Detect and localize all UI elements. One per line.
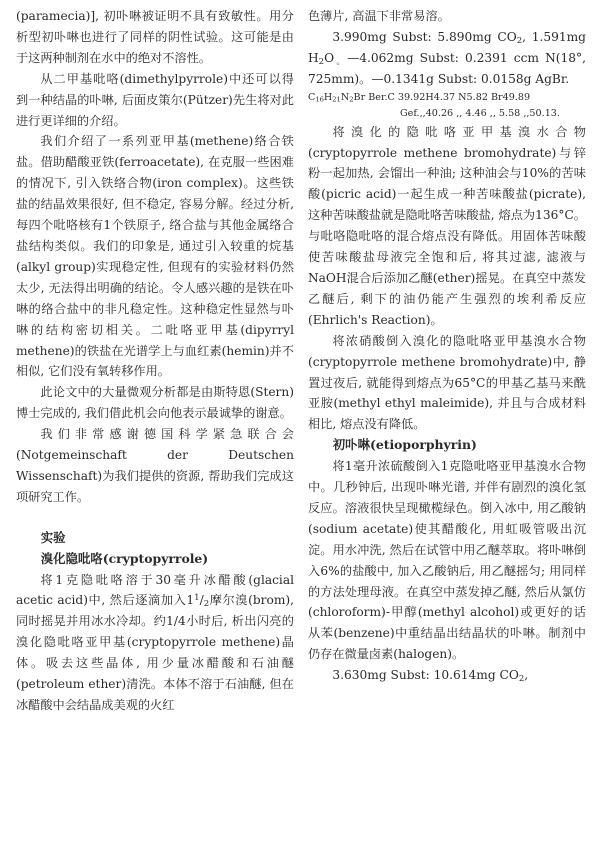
subscript: 16 bbox=[315, 95, 324, 104]
text-span: 3.630mg Subst: 10.614mg CO bbox=[332, 668, 519, 683]
text-span: , 1.591mg H bbox=[308, 29, 586, 65]
text-span: —4.062mg Subst: 0.2391 ccm N(18°, 725mm)。—0.1341g Subst: 0.0158g AgBr. bbox=[308, 50, 586, 86]
right-column bbox=[308, 6, 586, 686]
superscript: 1 bbox=[194, 593, 200, 604]
text-span: 摩尔溴(brom), 同时摇晃并用冰水冷却。约1/4小时后, 析出闪亮的溴化隐吡咯亚甲基(cryptopyrrole methene)晶体。吸去这些晶体, 用少量冰醋酸和石油醚(petroleum ether)清洗。本体不溶于石油醚, 但在冰醋酸中会结晶成美观的火红 bbox=[16, 593, 295, 712]
section-heading-experiment: 实验 bbox=[40, 529, 66, 545]
paragraph: 将1毫升浓硫酸倒入1克隐吡咯亚甲基溴水合物中。几秒钟后, 出现卟啉光谱, 并伴有剧烈的溴化氢反应。溶液很快呈现橄榄绿色。倒入冰中, 用乙酸钠(sodium acetate)使其醋酸化, 用虹吸管吸出沉淀。用水冲洗, 然后在试管中用乙醚萃取。将卟啉倒入6%的盐酸中, 加入乙酸钠后, 用乙醚摇匀; 用同样的方法处理母液。在真空中蒸发掉乙醚, 然后从氯仿(chloroform)-甲醇(methyl alcohol)或更好的话从苯(benzene)中重结晶出结晶状的卟啉。制剂中仍存在微量卤素(halogen)。 bbox=[308, 459, 586, 662]
subsection-heading-cryptopyrrole: 溴化隐吡咯(cryptopyrrole) bbox=[40, 550, 209, 566]
left-column bbox=[16, 6, 294, 716]
subscript: 。 bbox=[334, 56, 348, 67]
paragraph: 我们非常感谢德国科学紧急联合会(Notgemeinschaft der Deutschen Wissenschaft)为我们提供的资源, 帮助我们完成这项研究工作。 bbox=[16, 427, 294, 504]
paragraph: 将溴化的隐吡咯亚甲基溴水合物(cryptopyrrole methene bromohydrate)与锌粉一起加热, 会馏出一种油; 这种油会与10%的苦味酸(picric acid)一起生成一种苦味酸盐(picrate), 这种苦味酸盐就是隐吡咯苦味酸盐, 熔点为136°C。与吡咯隐吡咯的混合熔点没有降低。用固体苦味酸使苦味酸盐母液完全饱和后, 将其过滤, 滤液与NaOH混合后添加乙醚(ether)摇晃。在真空中蒸发乙醚后, 剩下的油仍能产生强烈的埃利希反应(Ehrlich's Reaction)。 bbox=[308, 124, 586, 327]
subscript: 2 bbox=[349, 95, 354, 104]
formula-symbol: C bbox=[308, 91, 316, 103]
paragraph: 色薄片, 高温下非常易溶。 bbox=[308, 9, 450, 23]
paragraph: 将1克隐吡咯溶于30毫升冰醋酸(glacial acetic acid)中, 然后逐滴加入$1^1/_2$摩尔溴(brom), 同时摇晃并用冰水冷却。约1/4小时后, 析出闪亮的溴化隐吡咯亚甲基(cryptopyrrole methene)晶体。吸去这些晶体, 用少量冰醋酸和石油醚(petroleum ether)清洗。本体不溶于石油醚, 但在冰醋酸中会结晶成美观的火红 bbox=[16, 572, 295, 712]
subsection-heading-etioporphyrin: 初卟啉(etioporphyrin) bbox=[332, 437, 477, 453]
text-span: 将1克隐吡咯溶于30毫升冰醋酸(glacial acetic acid)中, 然后逐滴加入1 bbox=[16, 572, 294, 608]
subscript: 2 bbox=[318, 56, 325, 67]
analysis-line bbox=[308, 27, 586, 90]
formula-symbol: Br bbox=[353, 91, 366, 103]
subscript: 2 bbox=[516, 36, 523, 47]
paragraph: 我们介绍了一系列亚甲基(methene)络合铁盐。借助醋酸亚铁(ferroacetate), 在克服一些困难的情况下, 引入铁络合物(iron complex)。这些铁盐的结晶效果很好, 但不稳定, 容易分解。经过分析, 每四个吡咯核有1个铁原子, 络合盐与其他金属络合盐结构类似。我们的印象是, 通过引入较重的烷基(alkyl group)实现稳定性, 但现有的实验材料仍然太少, 无法得出明确的结论。令人感兴趣的是铁在卟啉的络合盐中的非凡稳定性。这种稳定性显然与卟啉的结构密切相关。二吡咯亚甲基(dipyrryl methene)的铁盐在光谱学上与血红素(hemin)并不相似, 它们没有氧转移作用。 bbox=[16, 134, 294, 379]
paragraph: 此论文中的大量微观分析都是由斯特恩(Stern)博士完成的, 我们借此机会向他表示最诚挚的谢意。 bbox=[16, 385, 294, 421]
paragraph: 从二甲基吡咯(dimethylpyrrole)中还可以得到一种结晶的卟啉, 后面皮策尔(Pützer)先生将对此进行更详细的介绍。 bbox=[16, 71, 294, 128]
text-span: 3.990mg Subst: 5.890mg CO bbox=[332, 29, 517, 44]
spacer bbox=[16, 508, 294, 528]
subscript: 21 bbox=[332, 95, 341, 104]
subscript: 2 bbox=[203, 599, 210, 610]
formula-values: Ber.C 39.92H4.37 N5.82 Br49.89 bbox=[365, 91, 531, 103]
text-span: O bbox=[324, 50, 335, 65]
formula-symbol: N bbox=[340, 91, 350, 103]
analysis-line bbox=[308, 665, 586, 686]
formula-block bbox=[308, 90, 586, 122]
text-span: , bbox=[524, 668, 529, 683]
paragraph: 将浓硝酸倒入溴化的隐吡咯亚甲基溴水合物(cryptopyrrole methene bromohydrate)中, 静置过夜后, 就能得到熔点为65°C的甲基乙基马来酰亚胺(methyl ethyl maleimide), 并且与合成材料相比, 熔点没有降低。 bbox=[308, 333, 586, 432]
formula-symbol: H bbox=[323, 91, 333, 103]
subscript: 2 bbox=[518, 674, 525, 685]
formula-calculated bbox=[308, 90, 586, 106]
paragraph: (paramecia)], 初卟啉被证明不具有致敏性。用分析型初卟啉也进行了同样的阴性试验。这可能是由于这两种制剂在水中的绝对不溶性。 bbox=[16, 9, 294, 65]
formula-found: Gef.,,40.26 ,, 4.46 ,, 5.58 ,,50.13. bbox=[400, 107, 560, 119]
